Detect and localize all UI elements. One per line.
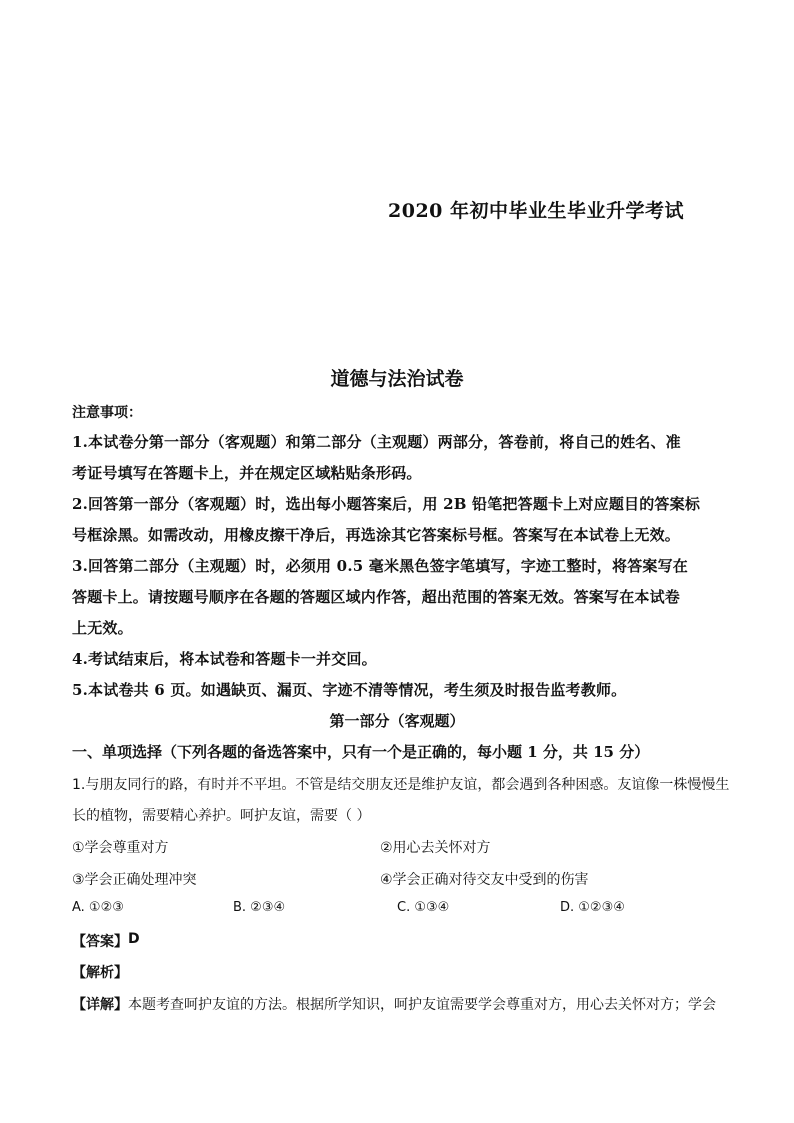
detail-text: 本题考查呵护友谊的方法。根据所学知识，呵护友谊需要学会尊重对方，用心去关怀对方；学会 [128,997,716,1013]
choice-d: D. ①②③④ [560,900,625,915]
note-line: 答题卡上。请按题号顺序在各题的答题区域内作答，超出范围的答案无效。答案写在本试卷 [72,588,681,606]
choice-b: B. ②③④ [233,900,286,915]
notes-heading: 注意事项： [72,405,142,421]
subject-title: 道德与法治试卷 [330,368,464,390]
note-line: 2.回答第一部分（客观题）时，选出每小题答案后，用 2B 铅笔把答题卡上对应题目的答案标 [72,495,701,513]
analysis-tag: 【解析】 [72,965,128,981]
statement-1: ①学会尊重对方 [72,840,169,856]
note-line: 5.本试卷共 6 页。如遇缺页、漏页、字迹不清等情况，考生须及时报告监考教师。 [72,681,627,699]
note-line: 1.本试卷分第一部分（客观题）和第二部分（主观题）两部分，答卷前，将自己的姓名、准 [72,433,681,451]
detail-tag: 【详解】 [72,997,128,1013]
note-line: 上无效。 [72,619,133,637]
statement-4: ④学会正确对待交友中受到的伤害 [380,872,589,888]
choice-c: C. ①③④ [397,900,450,915]
question-stem: 长的植物，需要精心养护。呵护友谊，需要（ ） [72,808,371,824]
section-title: 第一部分（客观题） [329,712,465,730]
note-line: 考证号填写在答题卡上，并在规定区域粘贴条形码。 [72,464,422,482]
choice-a: A. ①②③ [72,900,124,915]
part-title: 一、单项选择（下列各题的备选答案中，只有一个是正确的，每小题 1 分，共 15 分） [72,743,650,761]
note-line: 4.考试结束后，将本试卷和答题卡一并交回。 [72,650,377,668]
answer-value: D [128,931,140,947]
note-line: 3.回答第二部分（主观题）时，必须用 0.5 毫米黑色签字笔填写，字迹工整时，将答案写在 [72,557,689,575]
answer-tag: 【答案】 [72,934,128,950]
note-line: 号框涂黑。如需改动，用橡皮擦干净后，再选涂其它答案标号框。答案写在本试卷上无效。 [72,526,681,544]
exam-title: 2020 年初中毕业生毕业升学考试 [388,200,684,222]
question-stem: 1.与朋友同行的路，有时并不平坦。不管是结交朋友还是维护友谊，都会遇到各种困惑。友谊像一株慢慢生 [72,777,730,793]
statement-3: ③学会正确处理冲突 [72,872,197,888]
statement-2: ②用心去关怀对方 [380,840,491,856]
